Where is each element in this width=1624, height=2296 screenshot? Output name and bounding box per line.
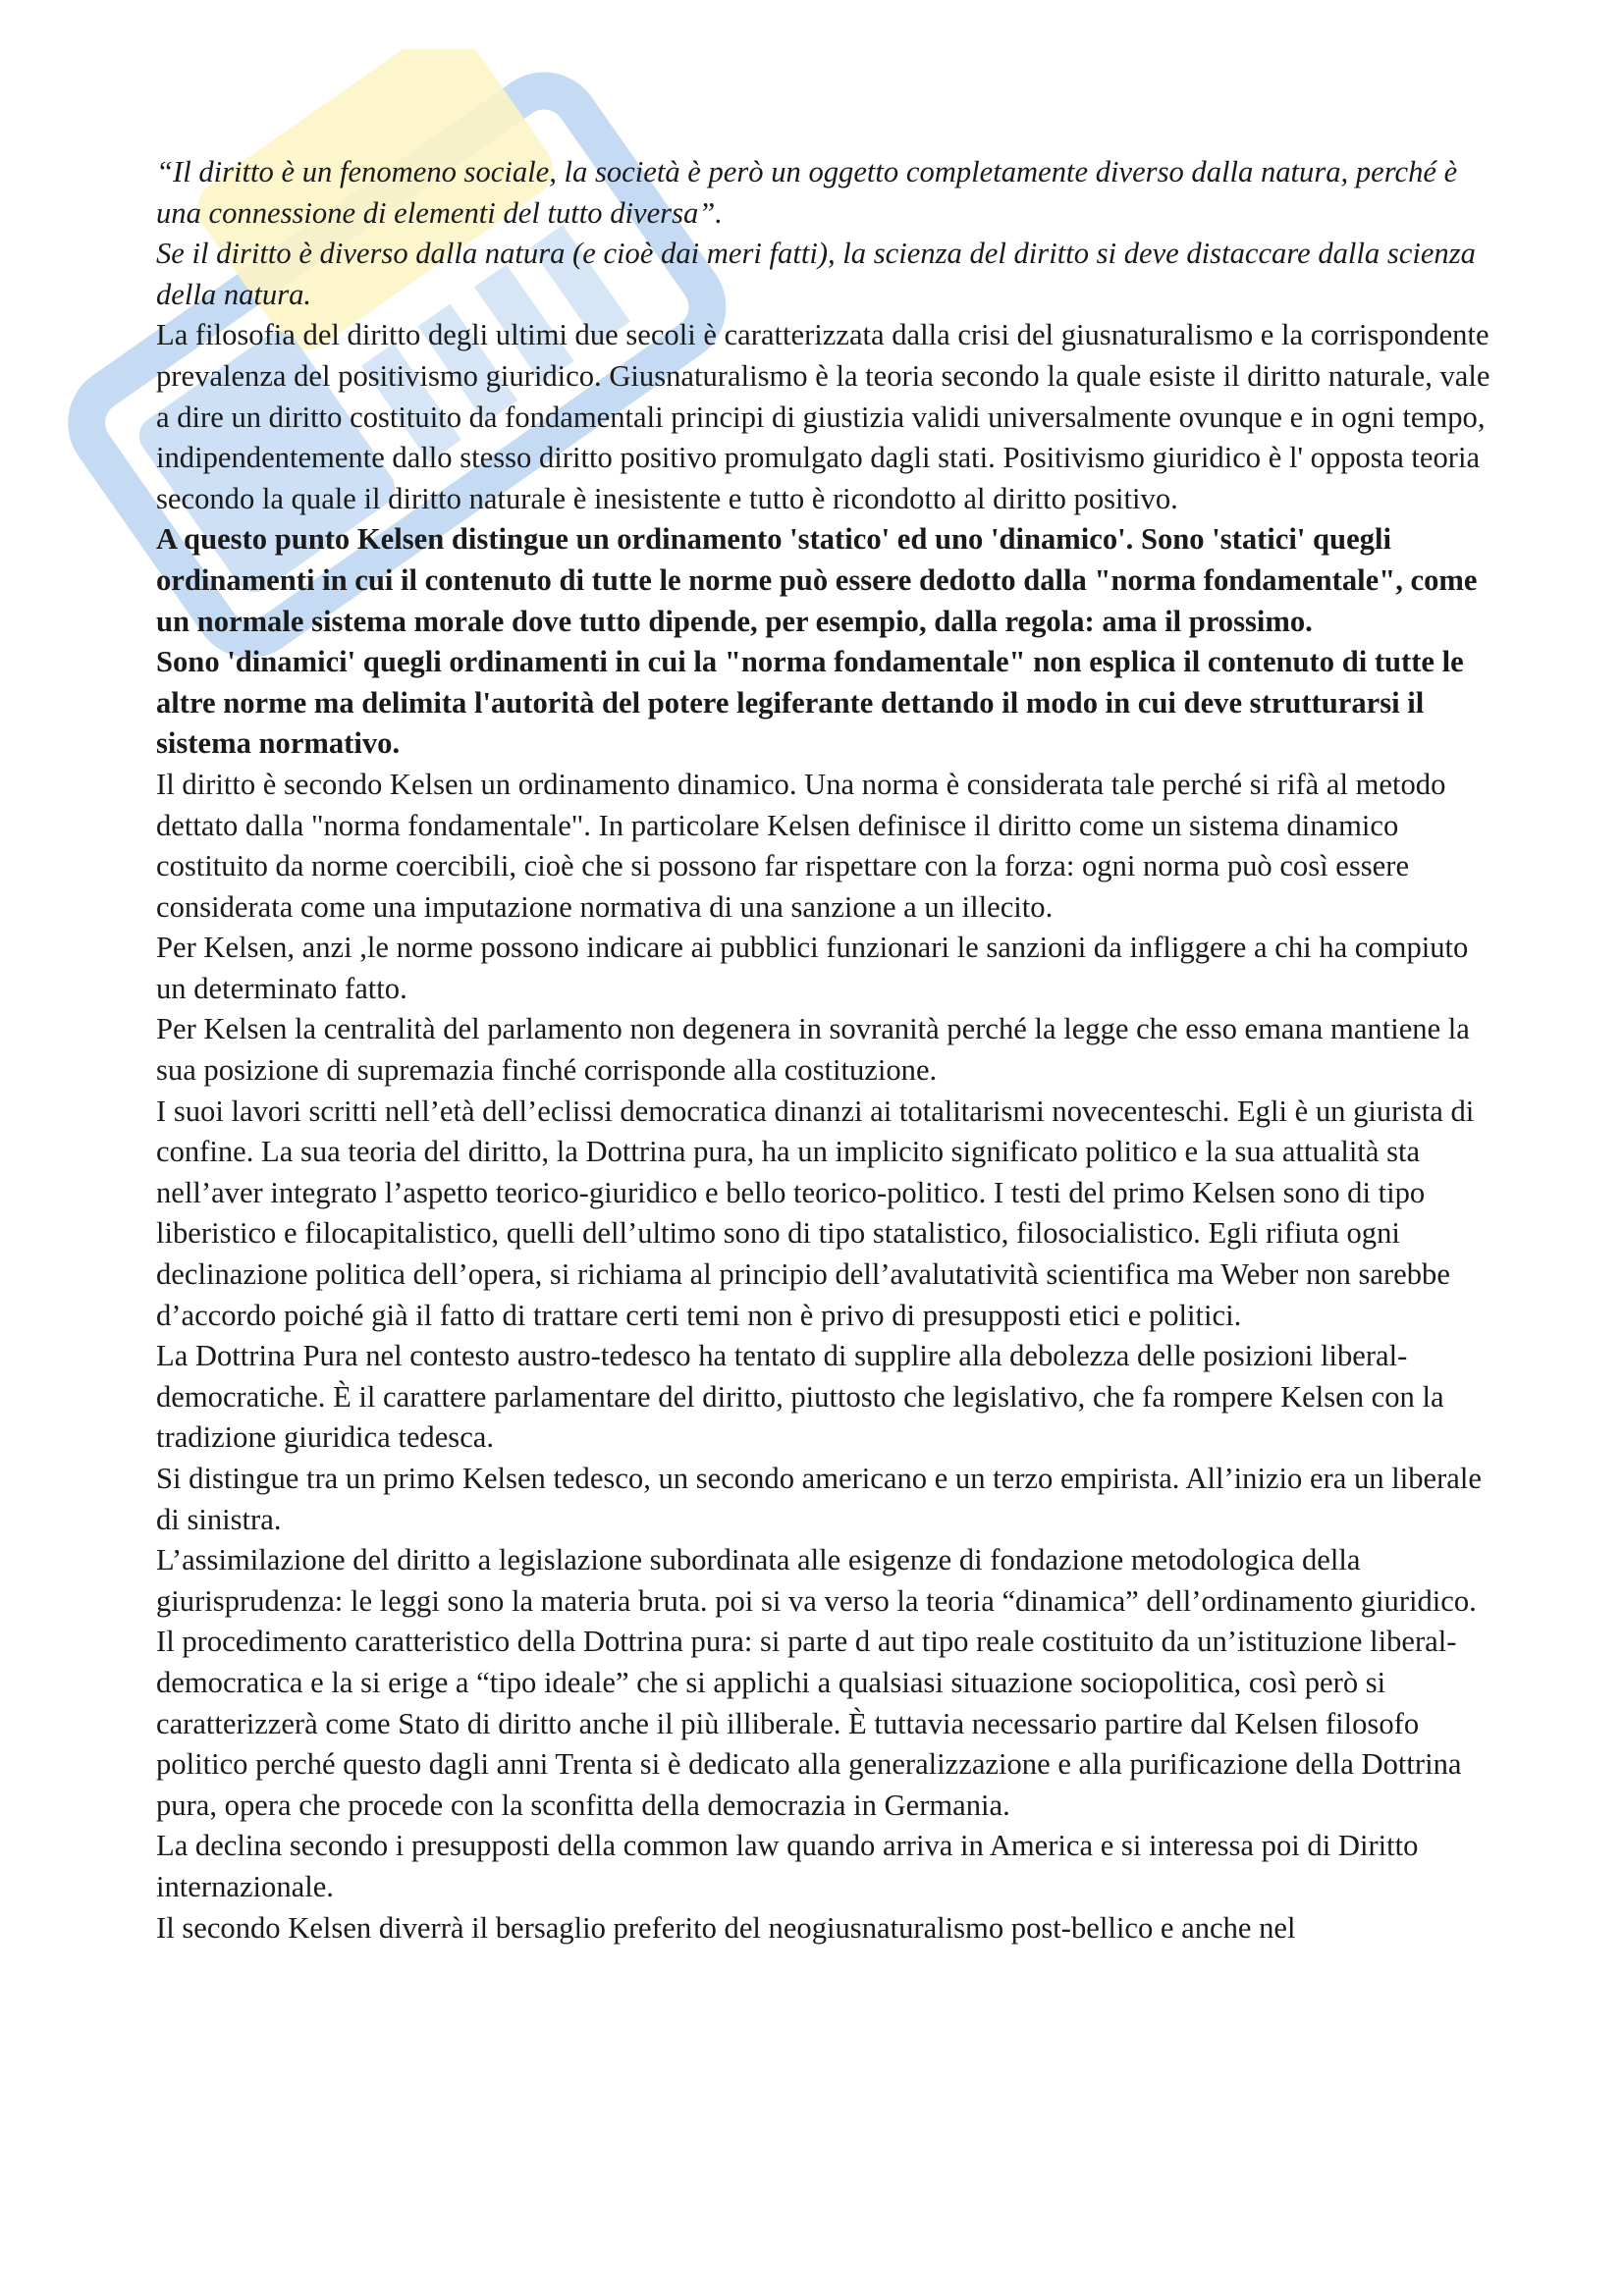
paragraph-sanzioni: Per Kelsen, anzi ,le norme possono indicare ai pubblici funzionari le sanzioni da infliggere a chi ha compiuto un determinato fatto.: [156, 931, 1469, 1005]
paragraph-ordinamento-statico: A questo punto Kelsen distingue un ordinamento 'statico' ed uno 'dinamico'. Sono 'statici' quegli ordinamenti in cui il contenuto di tutte le norme può essere dedotto dalla "norma fondamentale", come un normale sistema morale dove tutto dipende, per esempio, dalla regola: ama il prossimo.: [156, 522, 1478, 638]
paragraph-quote: “Il diritto è un fenomeno sociale, la società è però un oggetto completamente diverso dalla natura, perché è una connessione di elementi del tutto diversa”.: [156, 155, 1458, 230]
paragraph-common-law: La declina secondo i presupposti della common law quando arriva in America e si interessa poi di Diritto internazionale.: [156, 1829, 1419, 1903]
paragraph-parlamento: Per Kelsen la centralità del parlamento non degenera in sovranità perché la legge che esso emana mantiene la sua posizione di supremazia finché corrisponde alla costituzione.: [156, 1012, 1470, 1088]
paragraph-secondo-kelsen: Il secondo Kelsen diverrà il bersaglio preferito del neogiusnaturalismo post-bellico e anche nel: [156, 1910, 1296, 1945]
paragraph-tre-kelsen: Si distingue tra un primo Kelsen tedesco, un secondo americano e un terzo empirista. All’inizio era un liberale di sinistra.: [156, 1462, 1482, 1536]
document-body: [156, 152, 1491, 1949]
paragraph-dottrina-pura: La Dottrina Pura nel contesto austro-tedesco ha tentato di supplire alla debolezza delle posizioni liberal-democratiche. È il carattere parlamentare del diritto, piuttosto che legislativo, che fa rompere Kelsen con la tradizione giuridica tedesca.: [156, 1339, 1444, 1455]
paragraph-ordinamento-dinamico: Sono 'dinamici' quegli ordinamenti in cui la "norma fondamentale" non esplica il contenuto di tutte le altre norme ma delimita l'autorità del potere legiferante dettando il modo in cui deve strutturarsi il sistema normativo.: [156, 645, 1464, 761]
paragraph-procedimento: Il procedimento caratteristico della Dottrina pura: si parte d aut tipo reale costituito da un’istituzione liberal-democratica e la si erige a “tipo ideale” che si applichi a qualsiasi situazione sociopolitica, così però si caratterizzerà come Stato di diritto anche il più illiberale. È tuttavia necessario partire dal Kelsen filosofo politico perché questo dagli anni Trenta si è dedicato alla generalizzazione e alla purificazione della Dottrina pura, opera che procede con la sconfitta della democrazia in Germania.: [156, 1625, 1462, 1822]
paragraph-science-distinction: Se il diritto è diverso dalla natura (e cioè dai meri fatti), la scienza del diritto si deve distaccare dalla scienza della natura.: [156, 237, 1476, 311]
paragraph-diritto-dinamico: Il diritto è secondo Kelsen un ordinamento dinamico. Una norma è considerata tale perché si rifà al metodo dettato dalla "norma fondamentale". In particolare Kelsen definisce il diritto come un sistema dinamico costituito da norme coercibili, cioè che si possono far rispettare con la forza: ogni norma può così essere considerata come una imputazione normativa di una sanzione a un illecito.: [156, 767, 1446, 924]
paragraph-giusnaturalismo: La filosofia del diritto degli ultimi due secoli è caratterizzata dalla crisi del giusnaturalismo e la corrispondente prevalenza del positivismo giuridico. Giusnaturalismo è la teoria secondo la quale esiste il diritto naturale, vale a dire un diritto costituito da fondamentali principi di giustizia validi universalmente ovunque e in ogni tempo, indipendentemente dallo stesso diritto positivo promulgato dagli stati. Positivismo giuridico è l' opposta teoria secondo la quale il diritto naturale è inesistente e tutto è ricondotto al diritto positivo.: [156, 318, 1490, 515]
paragraph-assimilazione: L’assimilazione del diritto a legislazione subordinata alle esigenze di fondazione metodologica della giurisprudenza: le leggi sono la materia bruta. poi si va verso la teoria “dinamica” dell’ordinamento giuridico.: [156, 1543, 1477, 1618]
paragraph-lavori: I suoi lavori scritti nell’età dell’eclissi democratica dinanzi ai totalitarismi novecenteschi. Egli è un giurista di confine. La sua teoria del diritto, la Dottrina pura, ha un implicito significato politico e la sua attualità sta nell’aver integrato l’aspetto teorico-giuridico e bello teorico-politico. I testi del primo Kelsen sono di tipo liberistico e filocapitalistico, quelli dell’ultimo sono di tipo statalistico, filosocialistico. Egli rifiuta ogni declinazione politica dell’opera, si richiama al principio dell’avalutatività scientifica ma Weber non sarebbe d’accordo poiché già il fatto di trattare certi temi non è privo di presupposti etici e politici.: [156, 1094, 1475, 1332]
